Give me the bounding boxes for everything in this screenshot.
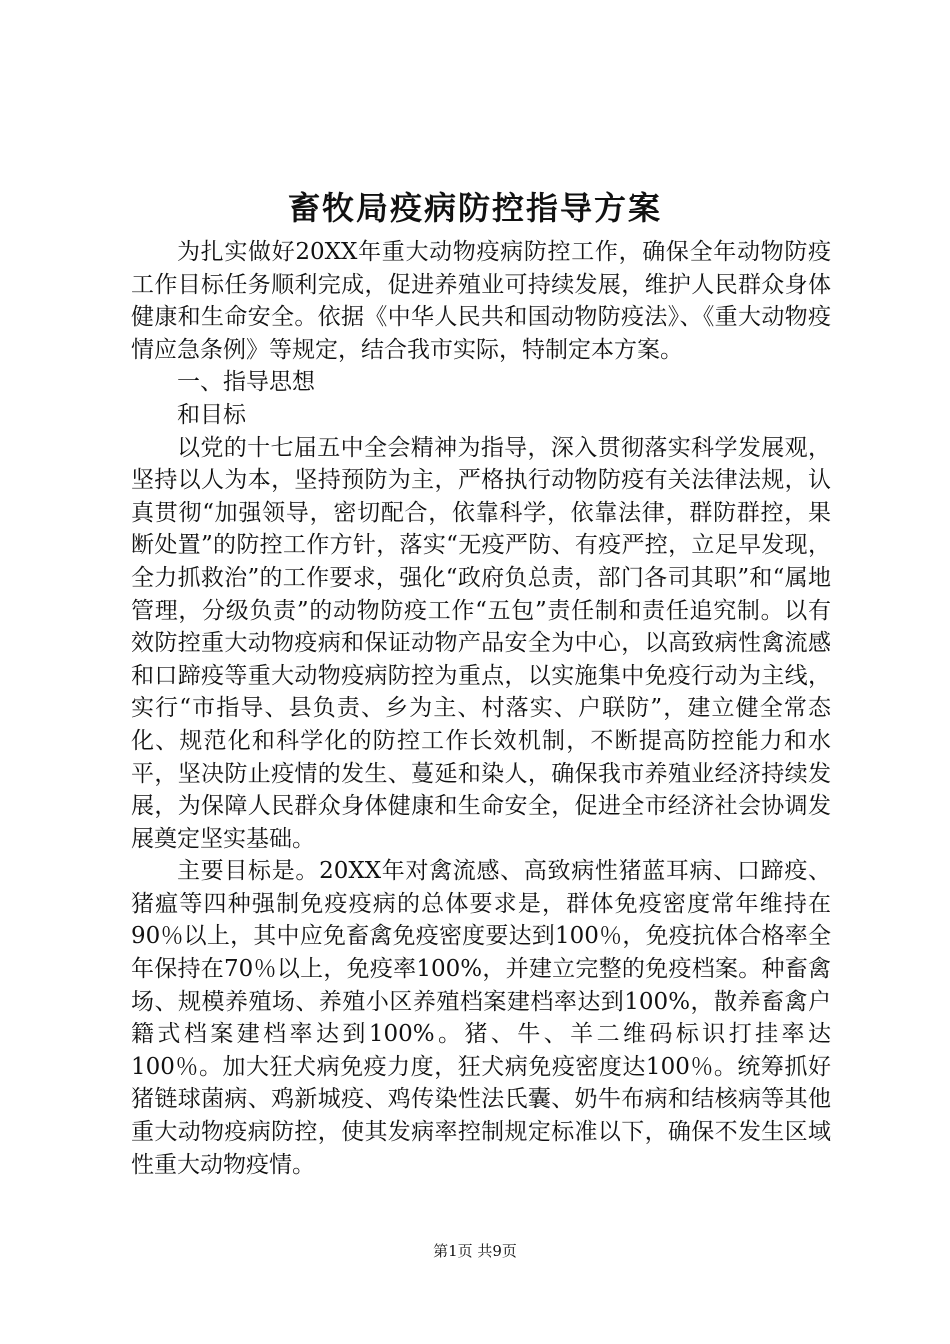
paragraph-intro: 为扎实做好20XX年重大动物疫病防控工作，确保全年动物防疫工作目标任务顺利完成，促进养殖业可持续发展，维护人民群众身体健康和生命安全。依据《中华人民共和国动物防疫法》、《重大动物疫情应急条例》等规定，结合我市实际，特制定本方案。: [131, 239, 831, 363]
paragraph-main-goals: 主要目标是。20XX年对禽流感、高致病性猪蓝耳病、口蹄疫、猪瘟等四种强制免疫疫病的总体要求是，群体免疫密度常年维持在90％以上，其中应免畜禽免疫密度要达到100％，免疫抗体合格率全年保持在70％以上，免疫率100%，并建立完整的免疫档案。种畜禽场、规模养殖场、养殖小区养殖档案建档率达到100%，散养畜禽户籍式档案建档率达到100%。猪、牛、羊二维码标识打挂率达100％。加大狂犬病免疫力度，狂犬病免疫密度达100％。统筹抓好猪链球菌病、鸡新城疫、鸡传染性法氏囊、奶牛布病和结核病等其他重大动物疫病防控，使其发病率控制规定标准以下，确保不发生区域性重大动物疫情。: [131, 858, 831, 1178]
document-body: [131, 236, 831, 1181]
section-heading-goals: 和目标: [177, 401, 246, 428]
section-heading-guiding-thought: 一、指导思想: [177, 369, 315, 396]
paragraph-guidance: 以党的十七届五中全会精神为指导，深入贯彻落实科学发展观，坚持以人为本，坚持预防为主，严格执行动物防疫有关法律法规，认真贯彻“加强领导，密切配合，依靠科学，依靠法律，群防群控，果断处置”的防控工作方针，落实“无疫严防、有疫严控，立足早发现，全力抓救治”的工作要求，强化“政府负总责，部门各司其职”和“属地管理，分级负责”的动物防疫工作“五包”责任制和责任追究制。以有效防控重大动物疫病和保证动物产品安全为中心，以高致病性禽流感和口蹄疫等重大动物疫病防控为重点，以实施集中免疫行动为主线，实行“市指导、县负责、乡为主、村落实、户联防”，建立健全常态化、规范化和科学化的防控工作长效机制，不断提高防控能力和水平，坚决防止疫情的发生、蔓延和染人，确保我市养殖业经济持续发展，为保障人民群众身体健康和生命安全，促进全市经济社会协调发展奠定坚实基础。: [131, 434, 831, 852]
document-title: 畜牧局疫病防控指导方案: [287, 189, 662, 227]
page-footer: 第1页 共9页: [433, 1242, 517, 1260]
